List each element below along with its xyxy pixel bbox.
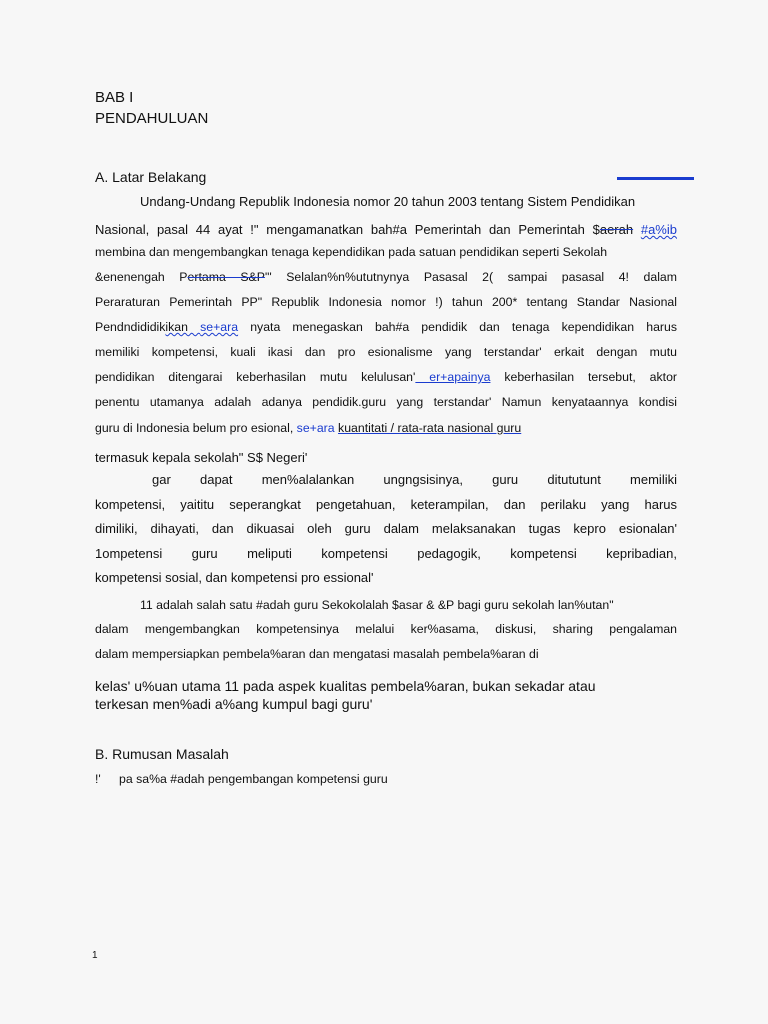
annotated-word: se+ara — [200, 320, 239, 334]
list-item-text: pa sa%a #adah pengembangan kompetensi guru — [119, 772, 388, 786]
paragraph-line-3: membina dan mengembangkan tenaga kependidikan pada satuan pendidikan seperti Sekolah — [95, 245, 608, 259]
annotated-word: er+apainya — [415, 370, 491, 384]
chapter-title: PENDAHULUAN — [95, 110, 209, 127]
paragraph3-line-2: terkesan men%adi a%ang kumpul bagi guru' — [95, 696, 373, 712]
bold-paragraph-line-4: dimiliki, dihayati, dan dikuasai oleh guru dalam melaksanakan tugas kepro esionalan' — [95, 521, 677, 536]
bold-paragraph-line-5: 1ompetensi guru meliputi kompetensi pedagogik, kompetensi kepribadian, — [95, 546, 677, 561]
annotation-underline-mark — [617, 177, 694, 180]
bold-paragraph-line-1: termasuk kepala sekolah" S$ Negeri' — [95, 450, 308, 465]
chapter-number: BAB I — [95, 89, 134, 106]
annotated-word: #a%ib — [640, 222, 677, 237]
paragraph-line-6: Pendndididikikan se+ara nyata menegaskan bah#a pendidik dan tenaga kependidikan harus — [95, 320, 677, 334]
paragraph-line-4: &enenengah Pertama S&P"' Selalan%n%ututnynya Pasasal 2( sampai pasasal 4! dalam — [95, 270, 678, 284]
paragraph2-line-2: dalam mengembangkan kompetensinya melalui ker%asama, diskusi, sharing pengalaman — [95, 622, 677, 636]
paragraph2-line-1: 11 adalah salah satu #adah guru Sekokolalah $asar & &P bagi guru sekolah lan%utan" — [140, 598, 614, 612]
paragraph3-line-1: kelas' u%uan utama 11 pada aspek kualitas pembela%aran, bukan sekadar atau — [95, 678, 596, 694]
bold-paragraph-line-2: gar dapat men%alalankan ungngsisinya, guru ditututunt memiliki — [152, 472, 677, 487]
paragraph-line-8: pendidikan ditengarai keberhasilan mutu kelulusan' er+apainya keberhasilan tersebut, aktor — [95, 370, 678, 384]
page-number: 1 — [92, 950, 98, 961]
paragraph2-line-3: dalam mempersiapkan pembela%aran dan mengatasi masalah pembela%aran di — [95, 647, 539, 661]
paragraph-line-5: Peraraturan Pemerintah PP" Republik Indonesia nomor !) tahun 200* tentang Standar Nasional — [95, 295, 677, 309]
annotated-word: ikan — [165, 320, 201, 334]
bold-paragraph-line-3: kompetensi, yaititu seperangkat pengetahuan, keterampilan, dan perilaku yang harus — [95, 497, 677, 512]
paragraph-line-1: Undang-Undang Republik Indonesia nomor 20 tahun 2003 tentang Sistem Pendidikan — [140, 194, 636, 209]
paragraph-line-7: memiliki kompetensi, kuali ikasi dan pro esionalisme yang terstandar' erkait dengan mutu — [95, 345, 677, 359]
section-a-title: A. Latar Belakang — [95, 169, 207, 185]
paragraph-line-10: guru di Indonesia belum pro esional, se+ara kuantitati / rata-rata nasional guru — [95, 421, 522, 435]
list-item-number: !' — [95, 772, 101, 786]
section-b-title: B. Rumusan Masalah — [95, 746, 229, 762]
bold-paragraph-line-6: kompetensi sosial, dan kompetensi pro essional' — [95, 570, 374, 585]
paragraph-line-2: Nasional, pasal 44 ayat !" mengamanatkan bah#a Pemerintah dan Pemerintah $aerah #a%ib — [95, 222, 677, 237]
annotated-word: se+ara — [296, 421, 335, 435]
strikethrough-text: ertama S&P — [187, 270, 265, 284]
underlined-phrase: kuantitati / rata-rata nasional guru — [338, 421, 522, 435]
strikethrough-text: aerah — [599, 222, 634, 237]
paragraph-line-9: penentu utamanya adalah adanya pendidik.guru yang terstandar' Namun kenyataannya kondisi — [95, 395, 677, 409]
